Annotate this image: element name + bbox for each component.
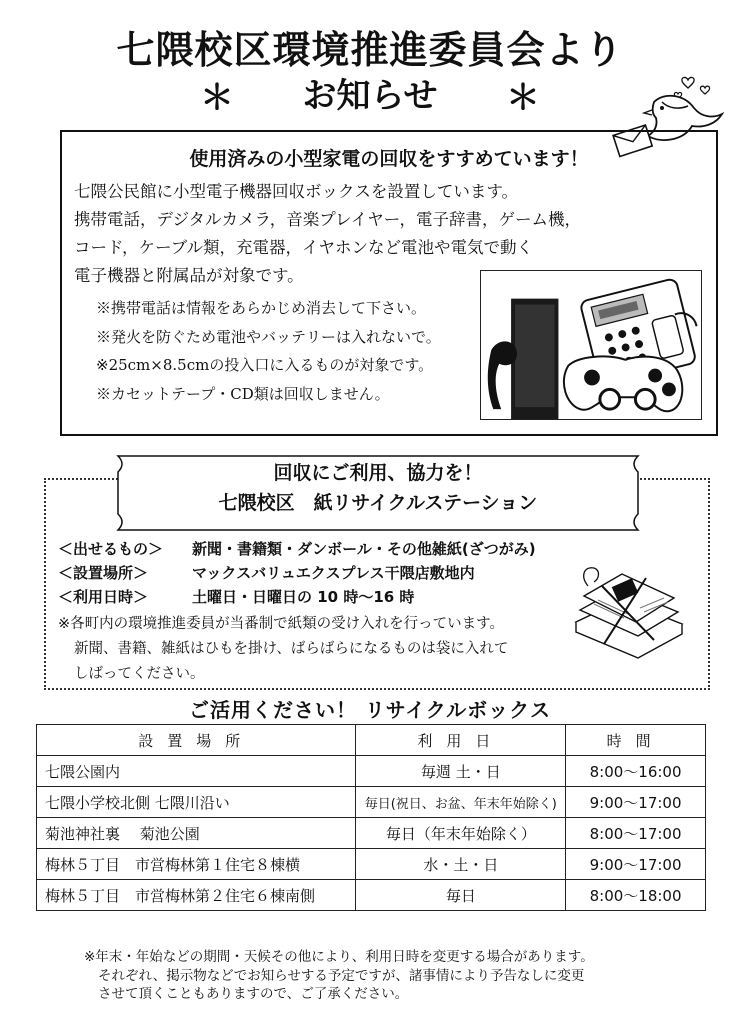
days-cell: 毎週 土・日 [356, 756, 566, 787]
body-line: コード，ケーブル類，充電器，イヤホンなど電池や電気で動く [74, 238, 534, 257]
info-row [58, 537, 536, 561]
days-cell: 水・土・日 [356, 849, 566, 880]
page-subtitle-row [170, 76, 570, 116]
star-left: ＊ [200, 78, 234, 118]
column-header: 設置場所 [37, 725, 356, 756]
note-line: ※各町内の環境推進委員が当番制で紙類の受け入れを行っています。 [58, 616, 504, 632]
time-cell: 8:00～18:00 [566, 880, 706, 911]
star-right: ＊ [506, 78, 540, 118]
newspaper-bundle-icon [568, 552, 688, 662]
table-row [37, 849, 706, 880]
page-subtitle: お知らせ [302, 76, 438, 116]
info-value: マックスバリュエクスプレス干隈店敷地内 [192, 564, 475, 582]
location-cell: 七隈公園内 [37, 756, 356, 787]
paper-recycling-info [58, 537, 536, 609]
banner-line-1: 回収にご利用、協力を！ [273, 462, 483, 484]
column-header: 時間 [566, 725, 706, 756]
recycle-box-table [36, 724, 706, 911]
info-value: 新聞・書籍類・ダンボール・その他雑紙(ざつがみ) [192, 540, 536, 558]
note-line: ※発火を防ぐため電池やバッテリーは入れないで。 [96, 327, 441, 346]
table-row [37, 818, 706, 849]
small-appliance-heading: 使用済みの小型家電の回収をすすめています！ [189, 148, 589, 170]
body-line: 七隈公民館に小型電子機器回収ボックスを設置しています。 [74, 182, 519, 201]
note-line: ※携帯電話は情報をあらかじめ消去して下さい。 [96, 299, 427, 317]
note-line: 新聞、書籍、雑紙はひもを掛け、ばらばらになるものは袋に入れて [74, 641, 509, 657]
info-row [58, 561, 536, 585]
days-cell: 毎日（年末年始除く） [356, 818, 566, 849]
footnote-line: させて頂くこともありますので、ご了承ください。 [98, 986, 409, 1002]
days-cell: 毎日 [356, 880, 566, 911]
time-cell: 9:00～17:00 [566, 849, 706, 880]
days-cell: 毎日(祝日、お盆、年末年始除く) [356, 787, 566, 818]
footnote-line: ※年末・年始などの期間・天候その他により、利用日時を変更する場合があります。 [84, 949, 594, 965]
footnotes [84, 948, 594, 1004]
location-cell: 梅林５丁目 市営梅林第１住宅８棟横 [37, 849, 356, 880]
small-appliance-section [60, 130, 718, 436]
page-title: 七隈校区環境推進委員会より [116, 28, 624, 72]
location-cell: 梅林５丁目 市営梅林第２住宅６棟南側 [37, 880, 356, 911]
location-cell: 菊池神社裏 菊池公園 [37, 818, 356, 849]
small-appliance-notes [96, 294, 441, 408]
body-line: 携帯電話，デジタルカメラ，音楽プレイヤー，電子辞書，ゲーム機， [74, 210, 582, 229]
table-header-row [37, 725, 706, 756]
paper-recycling-banner [104, 452, 652, 534]
info-label: ＜出せるもの＞ [58, 540, 164, 558]
info-value: 土曜日・日曜日の 10 時～16 時 [192, 588, 415, 606]
time-cell: 8:00～17:00 [566, 818, 706, 849]
body-line: 電子機器と附属品が対象です。 [74, 266, 304, 285]
electronics-photo [480, 270, 702, 420]
note-line: ※25cm×8.5cmの投入口に入るものが対象です。 [96, 356, 434, 374]
banner-line-2: 七隈校区 紙リサイクルステーション [218, 492, 538, 514]
time-cell: 8:00～16:00 [566, 756, 706, 787]
info-label: ＜設置場所＞ [58, 564, 149, 582]
table-row [37, 787, 706, 818]
info-label: ＜利用日時＞ [58, 588, 149, 606]
recycle-box-heading: ご活用ください！ リサイクルボックス [189, 698, 551, 722]
table-row [37, 880, 706, 911]
note-line: しばってください。 [74, 666, 205, 682]
time-cell: 9:00～17:00 [566, 787, 706, 818]
footnote-line: それぞれ、掲示物などでお知らせする予定ですが、諸事情により予告なしに変更 [98, 967, 585, 984]
info-row [58, 585, 536, 609]
location-cell: 七隈小学校北側 七隈川沿い [37, 787, 356, 818]
column-header: 利用日 [356, 725, 566, 756]
paper-recycling-notes [58, 612, 508, 687]
table-row [37, 756, 706, 787]
note-line: ※カセットテープ・CD類は回収しません。 [96, 384, 390, 403]
